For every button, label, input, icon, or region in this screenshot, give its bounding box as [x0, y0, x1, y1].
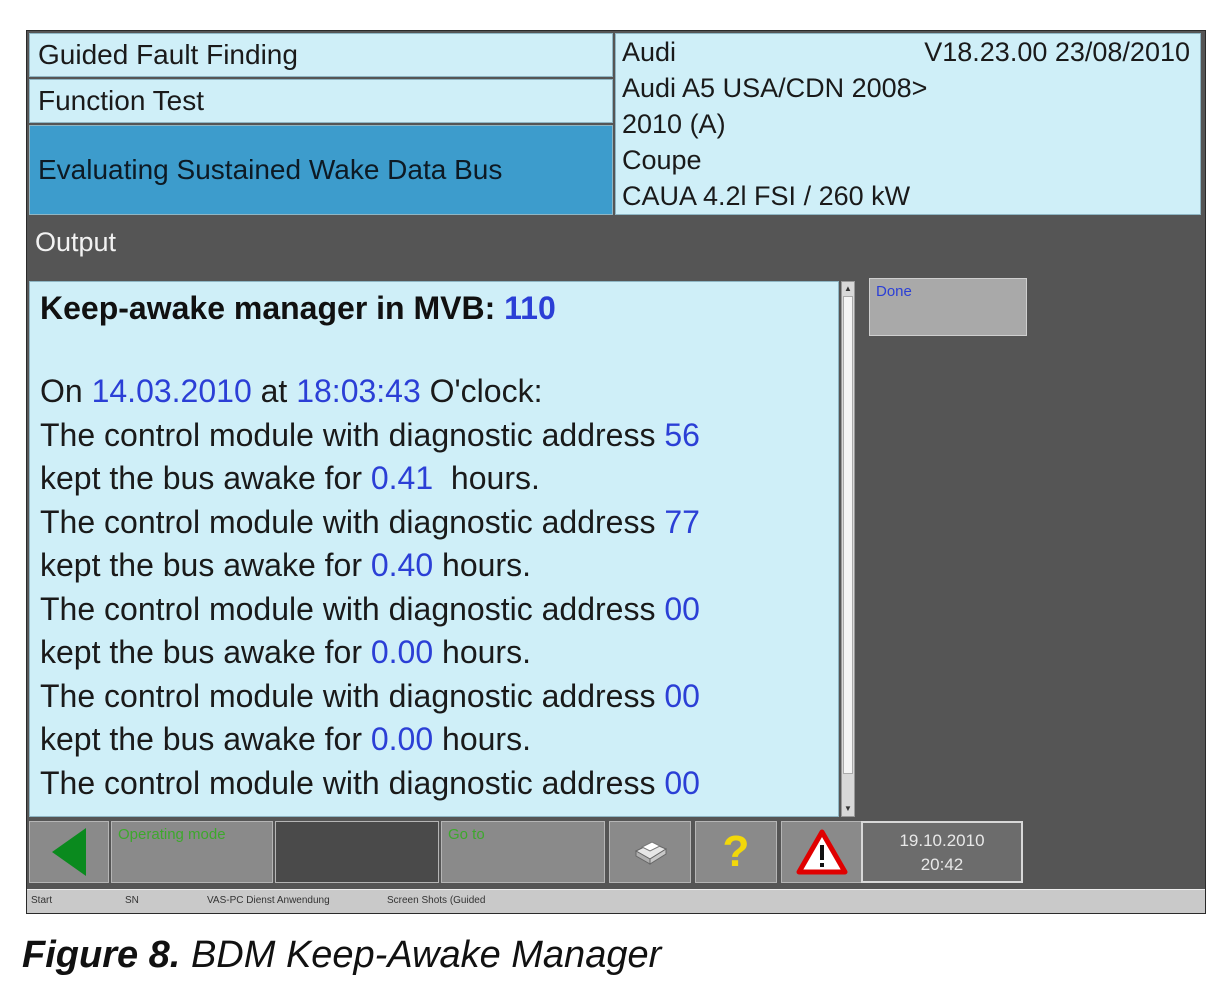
vehicle-make: Audi	[622, 37, 677, 67]
software-version: V18.23.00 23/08/2010	[924, 37, 1190, 67]
diagnostic-address: 00	[664, 590, 700, 627]
figure-title: BDM Keep-Awake Manager	[190, 934, 662, 976]
event-date: 14.03.2010	[91, 373, 252, 409]
output-label: Output	[35, 227, 117, 257]
done-button[interactable]: Done	[869, 278, 1027, 336]
taskbar-item[interactable]: Screen Shots (Guided	[387, 895, 486, 906]
clock-display	[861, 821, 1023, 883]
diagnostic-address: 00	[664, 677, 700, 714]
output-panel	[29, 281, 839, 817]
awake-hours: 0.00	[370, 721, 434, 757]
hours-line: kept the bus awake for 0.40 hours.	[40, 547, 531, 583]
warning-button[interactable]	[781, 821, 863, 883]
empty-toolbar-slot	[275, 821, 439, 883]
scroll-thumb[interactable]	[843, 296, 853, 774]
address-line: The control module with diagnostic address 77	[40, 503, 700, 540]
start-button[interactable]: Start	[31, 895, 53, 906]
taskbar-item[interactable]: SN	[125, 895, 139, 906]
vehicle-body: Coupe	[622, 145, 702, 175]
figure-label: Figure 8.	[22, 934, 181, 976]
timestamp-line	[40, 370, 700, 414]
back-arrow-icon	[52, 828, 86, 876]
header-navigation	[29, 33, 613, 215]
address-line: The control module with diagnostic address 00	[40, 677, 700, 714]
date-prefix: On	[40, 373, 83, 409]
address-line: The control module with diagnostic address 00	[40, 764, 700, 801]
mvb-value: 110	[504, 290, 556, 326]
warning-icon	[796, 829, 848, 875]
hours-line: kept the bus awake for 0.41 hours.	[40, 460, 540, 496]
event-time: 18:03:43	[296, 373, 421, 409]
bottom-toolbar	[29, 821, 1203, 885]
scroll-down-icon[interactable]: ▼	[844, 804, 852, 813]
header-function-test[interactable]: Function Test	[29, 79, 613, 123]
time-prefix: at	[260, 373, 288, 409]
vehicle-info	[615, 33, 1201, 215]
scroll-up-icon[interactable]: ▲	[844, 284, 852, 293]
help-icon: ?	[722, 827, 750, 876]
awake-hours: 0.00	[370, 634, 434, 670]
header-guided-fault-finding[interactable]: Guided Fault Finding	[29, 33, 613, 77]
print-button[interactable]	[609, 821, 691, 883]
back-button[interactable]	[29, 821, 109, 883]
address-line: The control module with diagnostic address 00	[40, 590, 700, 627]
output-scrollbar[interactable]	[841, 281, 855, 817]
diagnostic-screen	[26, 30, 1206, 914]
vehicle-year: 2010 (A)	[622, 109, 726, 139]
address-line: The control module with diagnostic address 56	[40, 416, 700, 453]
output-title	[40, 290, 556, 327]
awake-hours: 0.40	[370, 547, 434, 583]
output-body	[40, 370, 700, 805]
taskbar-item[interactable]: VAS-PC Dienst Anwendung	[207, 895, 330, 906]
go-to-button[interactable]: Go to	[441, 821, 605, 883]
figure-caption	[22, 934, 661, 977]
diagnostic-address: 77	[664, 503, 700, 540]
output-title-text: Keep-awake manager in MVB:	[40, 290, 496, 326]
diagnostic-address: 00	[664, 764, 700, 801]
time-suffix: O'clock:	[429, 373, 543, 409]
hours-line: kept the bus awake for 0.00 hours.	[40, 721, 531, 757]
operating-mode-button[interactable]: Operating mode	[111, 821, 273, 883]
clock-time: 20:42	[920, 855, 964, 874]
help-button[interactable]	[695, 821, 777, 883]
printer-icon	[630, 837, 670, 867]
hours-line: kept the bus awake for 0.00 hours.	[40, 634, 531, 670]
clock-date: 19.10.2010	[899, 831, 985, 850]
diagnostic-address: 56	[664, 416, 700, 453]
awake-hours: 0.41	[370, 460, 434, 496]
vehicle-model: Audi A5 USA/CDN 2008>	[622, 73, 928, 103]
windows-taskbar	[27, 889, 1205, 914]
header-current-test[interactable]: Evaluating Sustained Wake Data Bus	[29, 125, 613, 215]
vehicle-engine: CAUA 4.2l FSI / 260 kW	[622, 181, 911, 211]
